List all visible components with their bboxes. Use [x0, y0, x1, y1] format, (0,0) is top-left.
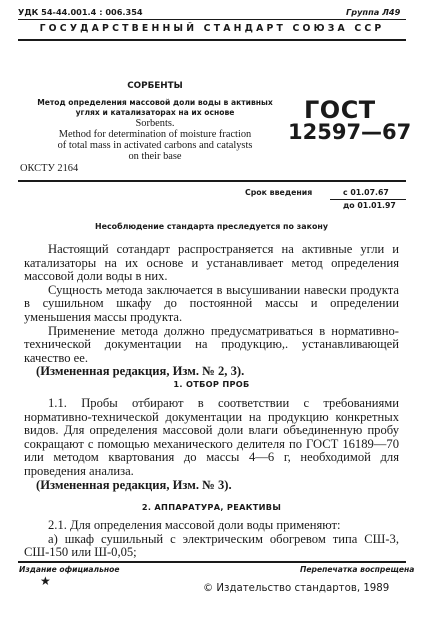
validity-label: Срок введения — [245, 188, 313, 197]
reprint-prohibited-label: Перепечатка воспрещена — [300, 565, 415, 574]
gost-label: ГОСТ — [304, 96, 376, 124]
title-block-rule — [18, 180, 406, 182]
en-title-line-4: on their base — [128, 151, 182, 162]
validity-underline — [330, 199, 406, 200]
standard-title: СОРБЕНТЫ — [127, 81, 183, 91]
gost-number: 12597—67 — [288, 120, 412, 144]
validity-from: с 01.07.67 — [343, 188, 389, 197]
header-rule-top — [18, 19, 406, 20]
validity-until: до 01.01.97 — [343, 201, 396, 210]
section-2-heading: 2. АППАРАТУРА, РЕАКТИВЫ — [141, 502, 282, 512]
udc-code: УДК 54-44.001.4 : 006.354 — [18, 7, 143, 17]
section-2-body — [24, 519, 399, 560]
en-title-line-3: of total mass in activated carbons and catalysts — [57, 140, 253, 151]
section-2-paragraph-1: 2.1. Для определения массовой доли воды применяют: — [48, 518, 341, 532]
publisher-copyright: © Издательство стандартов, 1989 — [203, 583, 390, 594]
legal-notice: Несоблюдение стандарта преследуется по закону — [95, 222, 328, 231]
section-1-body — [24, 397, 399, 492]
en-title-line-1: Sorbents. — [135, 118, 175, 129]
en-title-line-2: Method for determination of moisture fraction — [58, 129, 252, 140]
okstu-code: ОКСТУ 2164 — [20, 163, 79, 174]
section-2-paragraph-2: а) шкаф сушильный с электрическим обогревом типа СШ-3, СШ-150 или Ш-0,05; — [24, 531, 399, 560]
ru-subtitle-line-1: Метод определения массовой доли воды в активных — [37, 98, 273, 107]
header-rule-bottom — [18, 39, 406, 41]
intro-edition-note: (Измененная редакция, Изм. № 2, 3). — [36, 364, 245, 379]
section-1-edition-note: (Измененная редакция, Изм. № 3). — [36, 477, 232, 492]
footer-rule — [18, 561, 406, 563]
group-code: Группа Л49 — [346, 7, 401, 17]
ru-subtitle-line-2: углях и катализаторах на их основе — [75, 108, 235, 117]
section-1-paragraph-1: 1.1. Пробы отбирают в соответствии с требованиями нормативно-технической документации на продукцию конкретных видов. Для определения массовой доли влаги объединенную пробу сокращают с помощью механического делителя по ГОСТ 16189—70 или методом квартования до массы 4—6 г, необходимой для проведения анализа. — [24, 396, 399, 478]
intro-paragraph-1: Настоящий сотандарт распространяется на активные угли и катализаторы на их основе и устанавливает метод определения массовой доли воды в них. — [24, 242, 399, 284]
star-icon: ★ — [40, 574, 51, 588]
intro-body — [24, 243, 399, 379]
intro-paragraph-2: Сущность метода заключается в высушивании навески продукта в сушильном шкафу до постоянной массы и определении уменьшения массы продукта. — [24, 282, 399, 324]
org-title: ГОСУДАРСТВЕННЫЙ СТАНДАРТ СОЮЗА ССР — [39, 23, 385, 34]
section-1-heading: 1. ОТБОР ПРОБ — [173, 379, 250, 389]
intro-paragraph-3: Применение метода должно предусматриваться в нормативно-технической документации на продукцию,. устанавливающей качество ее. — [24, 323, 399, 365]
official-edition-label: Издание официальное — [19, 565, 120, 574]
